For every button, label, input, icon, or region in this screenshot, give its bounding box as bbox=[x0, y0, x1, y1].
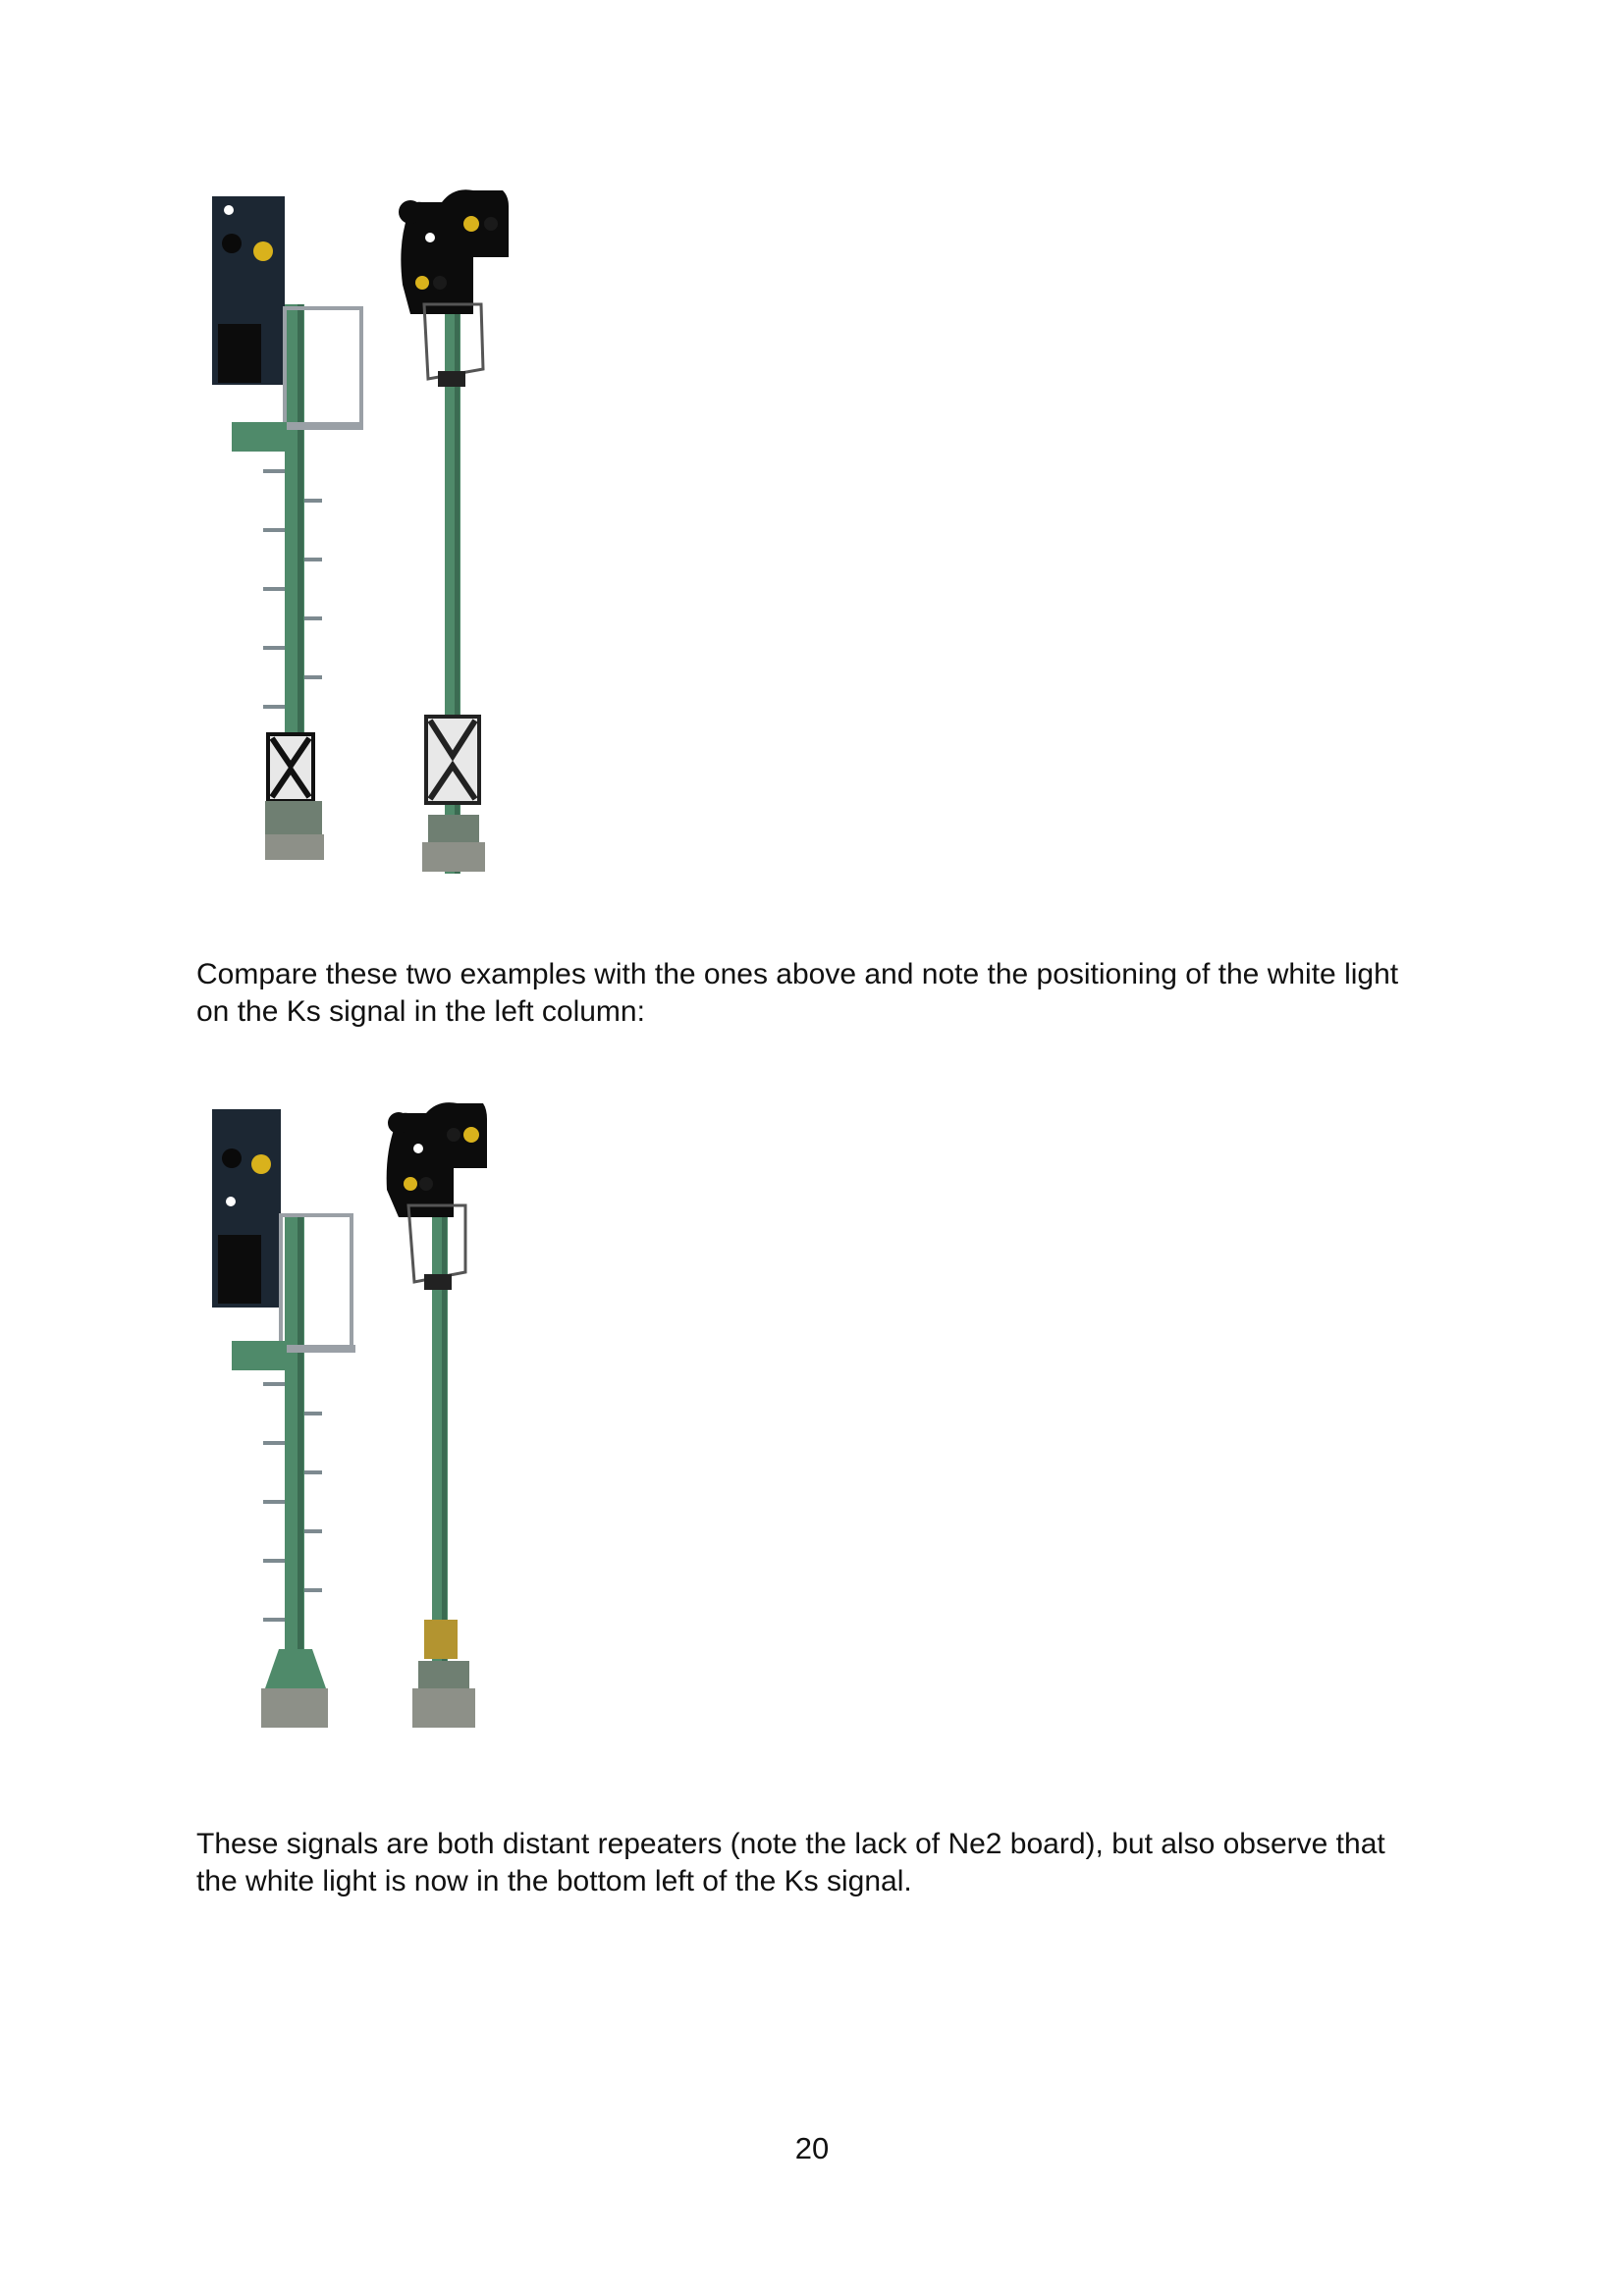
paragraph-repeaters bbox=[196, 1826, 1473, 1900]
yellow-light bbox=[463, 1127, 479, 1143]
hl-signal-icon bbox=[387, 1102, 487, 1728]
yellow-light bbox=[463, 216, 479, 232]
compare-line-1: Compare these two examples with the ones above and note the positioning of the white light bbox=[196, 958, 1399, 990]
signal-illustration bbox=[196, 1099, 530, 1747]
repeaters-line-1: These signals are both distant repeaters (note the lack of Ne2 board), but also observe that bbox=[196, 1828, 1385, 1860]
ks-signal-icon bbox=[212, 1109, 355, 1728]
ks-signal-pair-2 bbox=[196, 1099, 530, 1747]
signal-illustration bbox=[196, 187, 530, 883]
ks-signal-icon bbox=[212, 196, 363, 860]
white-light bbox=[226, 1197, 236, 1206]
yellow-light bbox=[251, 1154, 271, 1174]
white-light bbox=[224, 205, 234, 215]
page-number: 20 bbox=[794, 2131, 830, 2165]
ks-signal-pair-1 bbox=[196, 187, 530, 883]
repeaters-line-2: the white light is now in the bottom left of the Ks signal. bbox=[196, 1865, 912, 1897]
yellow-light bbox=[253, 241, 273, 261]
hl-signal-icon bbox=[399, 189, 509, 874]
paragraph-compare bbox=[196, 956, 1473, 1031]
compare-line-2: on the Ks signal in the left column: bbox=[196, 995, 645, 1028]
